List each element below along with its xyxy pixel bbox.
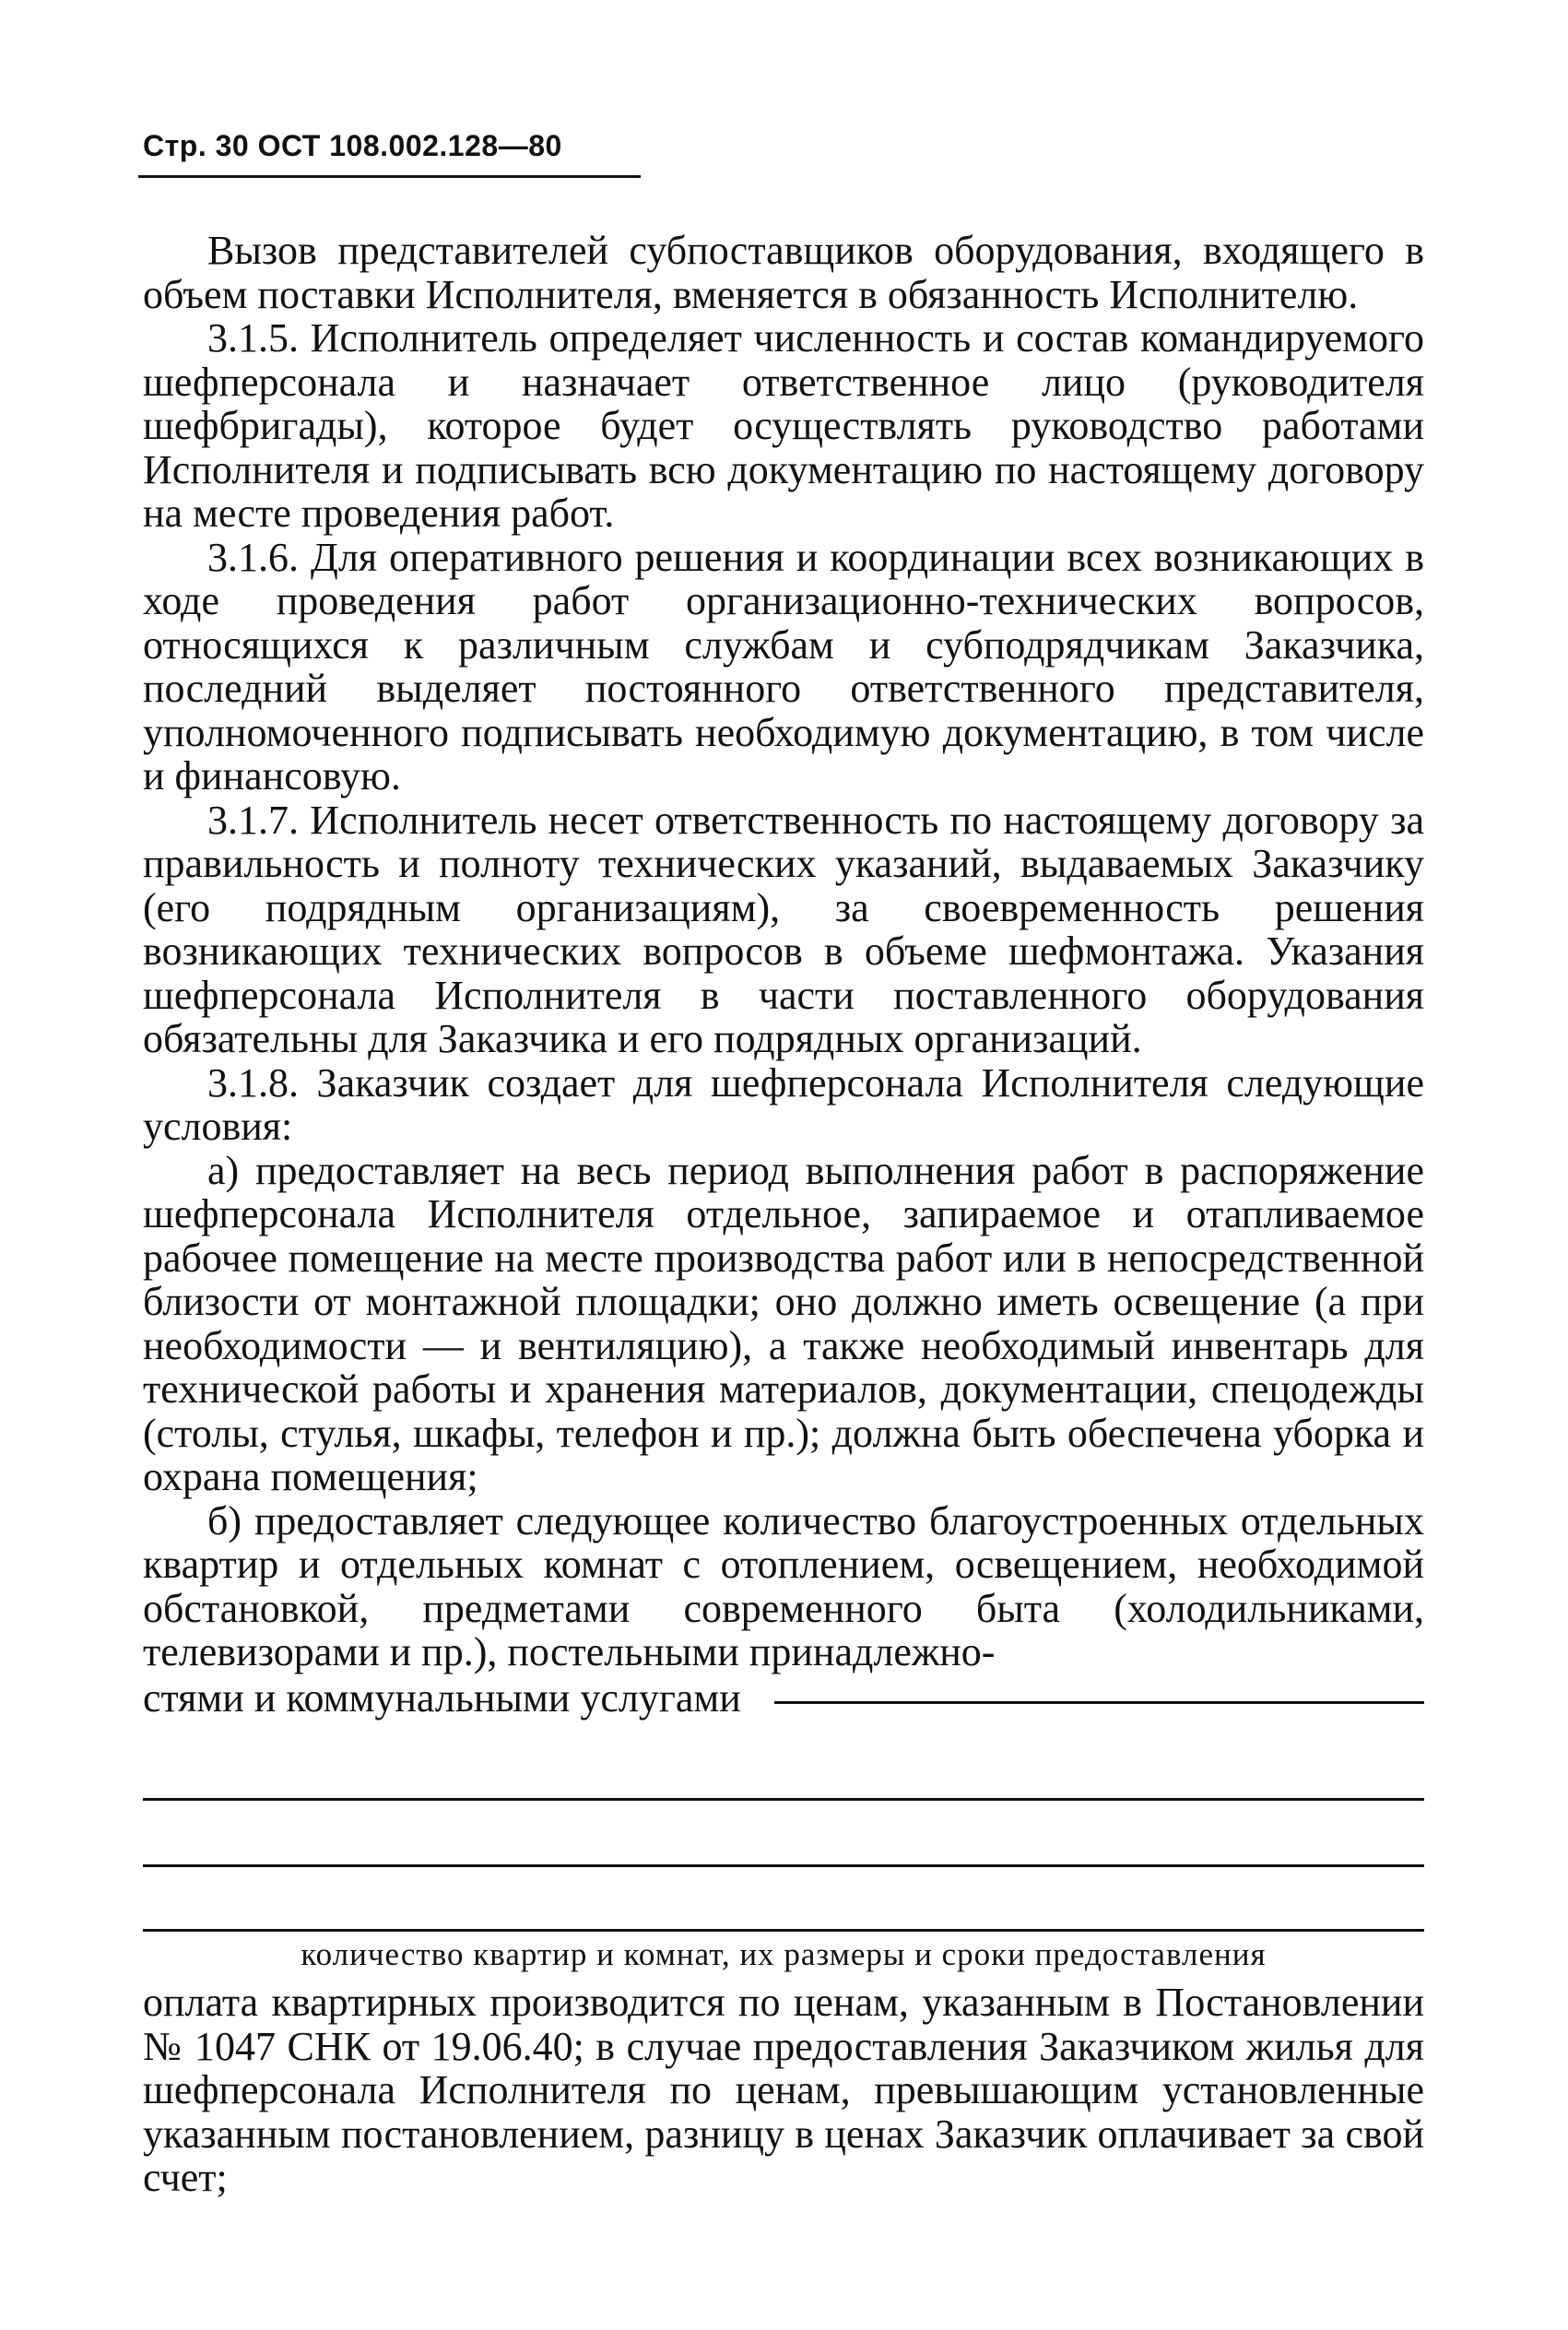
paragraph-3-1-8: 3.1.8. Заказчик создает для шефперсонала Исполнителя следующие условия: bbox=[143, 1059, 1424, 1149]
paragraph-item-a: а) предоставляет на весь период выполнения работ в распоряжение шефперсонала Исполнителя отдельное, запираемое и отапливаемое рабочее помещение на месте производства работ или в непосредственной близости от монтажной площадки; оно должно иметь освещение (а при необходимости — и вентиляцию), а также необходимый инвентарь для технической работы и хранения материалов, документации, спецодежды (столы, стулья, шкафы, телефон и пр.); должна быть обеспечена уборка и охрана помещения; bbox=[143, 1147, 1424, 1499]
paragraph-3-1-6: 3.1.6. Для оперативного решения и координации всех возникающих в ходе проведения работ организационно-технических вопросов, относящихся к различным службам и субподрядчикам Заказчика, последний выделяет постоянного ответственного представителя, уполномоченного подписывать необходимую документацию, в том числе и финансовую. bbox=[143, 534, 1424, 798]
header-rule bbox=[138, 175, 641, 178]
paragraph-3-1-7: 3.1.7. Исполнитель несет ответственность по настоящему договору за правильность и полноту технических указаний, выдаваемых Заказчику (его подрядным организациям), за своевременность решения возникающих технических вопросов в объеме шефмонтажа. Указания шефперсонала Исполнителя в части поставленного оборудования обязательны для Заказчика и его подрядных организаций. bbox=[143, 797, 1424, 1061]
blank-line-3 bbox=[143, 1929, 1424, 1932]
paragraph-item-b: б) предоставляет следующее количество благоустроенных отдельных квартир и отдельных комнат с отоплением, освещением, необходимой обстановкой, предметами современного быта (холодильниками, телевизорами и пр.), постельными принадлежно- bbox=[143, 1497, 1424, 1674]
blank-caption: количество квартир и комнат, их размеры и сроки предоставления bbox=[301, 1936, 1267, 1972]
payment-text bbox=[143, 1981, 1424, 2200]
blank-line-1 bbox=[143, 1798, 1424, 1801]
paragraph-payment: оплата квартирных производится по ценам, указанным в Постановлении № 1047 СНК от 19.06.40; в случае предоставления Заказчиком жилья для шефперсонала Исполнителя по ценам, превышающим установленные указанным постановлением, разницу в ценах Заказчик оплачивает за свой счет; bbox=[143, 1980, 1424, 2200]
paragraph-subsuppliers: Вызов представителей субпоставщиков оборудования, входящего в объем поставки Исполнителя, вменяется в обязанность Исполнителю. bbox=[143, 228, 1424, 317]
fill-line-label: стями и коммунальными услугами bbox=[143, 1675, 741, 1721]
fill-blank-rule bbox=[774, 1701, 1424, 1704]
blank-line-2 bbox=[143, 1864, 1424, 1867]
page-header: Стр. 30 ОСТ 108.002.128—80 bbox=[143, 129, 562, 162]
fill-in-line bbox=[143, 1676, 1424, 1721]
paragraph-3-1-5: 3.1.5. Исполнитель определяет численность и состав командируемого шефперсонала и назначает ответственное лицо (руководителя шефбригады), которое будет осуществлять руководство работами Исполнителя и подписывать всю документацию по настоящему договору на месте проведения работ. bbox=[143, 315, 1424, 536]
document-body bbox=[143, 229, 1424, 1674]
